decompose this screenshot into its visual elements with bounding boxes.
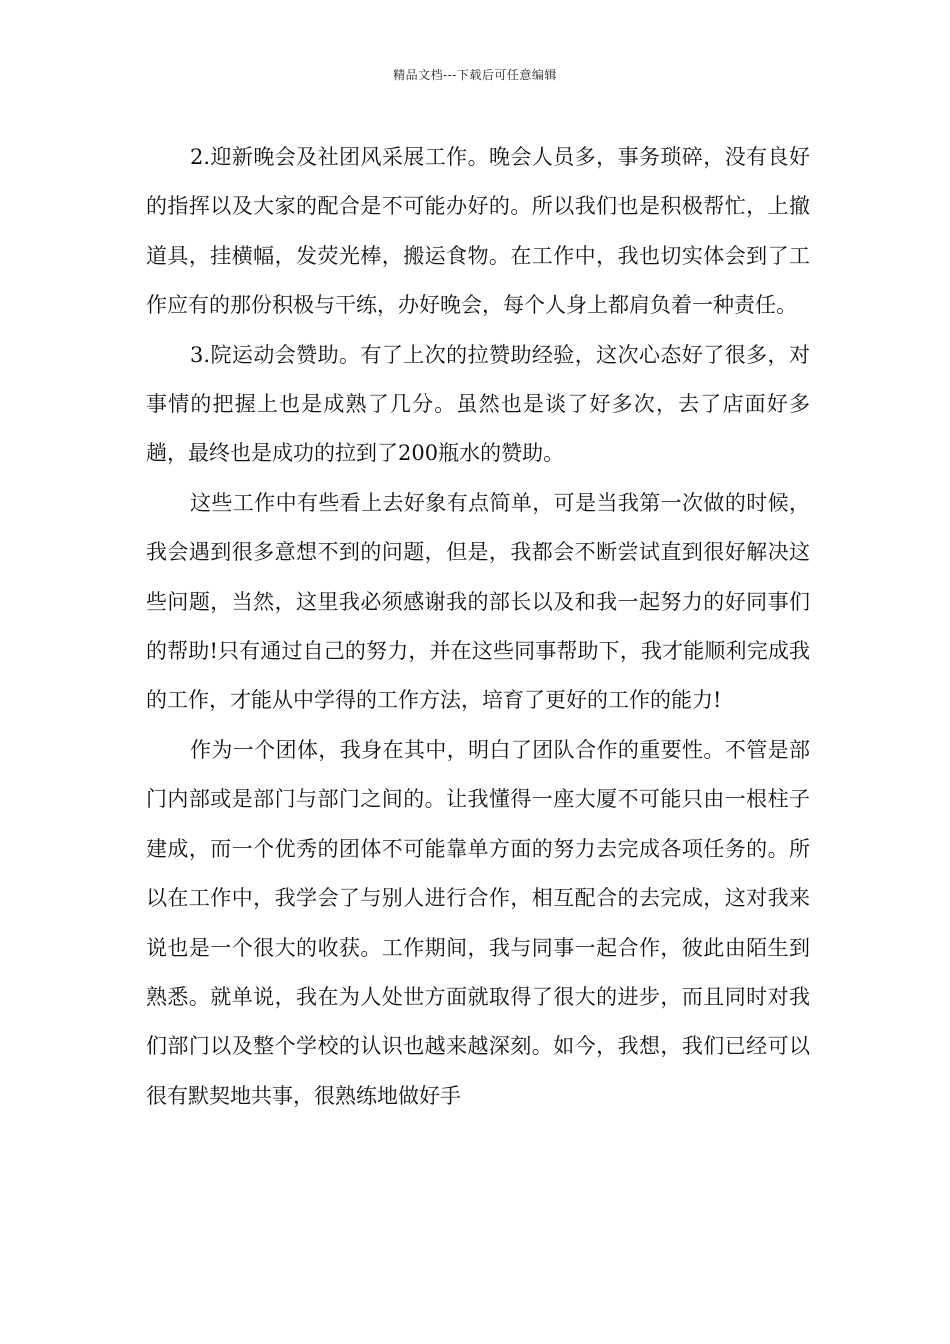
paragraph: 2.迎新晚会及社团风采展工作。晚会人员多，事务琐碎，没有良好的指挥以及大家的配合是不可能办好的。所以我们也是积极帮忙，上撤道具，挂横幅，发荧光棒，搬运食物。在工作中，我也切实体会到了工作应有的那份积极与干练，办好晚会，每个人身上都肩负着一种责任。: [146, 145, 810, 318]
document-body: [146, 133, 810, 1121]
paragraph: 这些工作中有些看上去好象有点简单，可是当我第一次做的时候，我会遇到很多意想不到的问题，但是，我都会不断尝试直到很好解决这些问题，当然，这里我必须感谢我的部长以及和我一起努力的好同事们的帮助!只有通过自己的努力，并在这些同事帮助下，我才能顺利完成我的工作，才能从中学得的工作方法，培育了更好的工作的能力!: [146, 490, 810, 713]
paragraph: 3.院运动会赞助。有了上次的拉赞助经验，这次心态好了很多，对事情的把握上也是成熟了几分。虽然也是谈了好多次，去了店面好多趟，最终也是成功的拉到了200瓶水的赞助。: [146, 342, 810, 466]
paragraph: 作为一个团体，我身在其中，明白了团队合作的重要性。不管是部门内部或是部门与部门之间的。让我懂得一座大厦不可能只由一根柱子建成，而一个优秀的团体不可能靠单方面的努力去完成各项任务的。所以在工作中，我学会了与别人进行合作，相互配合的去完成，这对我来说也是一个很大的收获。工作期间，我与同事一起合作，彼此由陌生到熟悉。就单说，我在为人处世方面就取得了很大的进步，而且同时对我们部门以及整个学校的认识也越来越深刻。如今，我想，我们已经可以很有默契地共事，很熟练地做好手: [146, 737, 810, 1108]
page-header: 精品文档---下载后可任意编辑: [393, 68, 557, 82]
